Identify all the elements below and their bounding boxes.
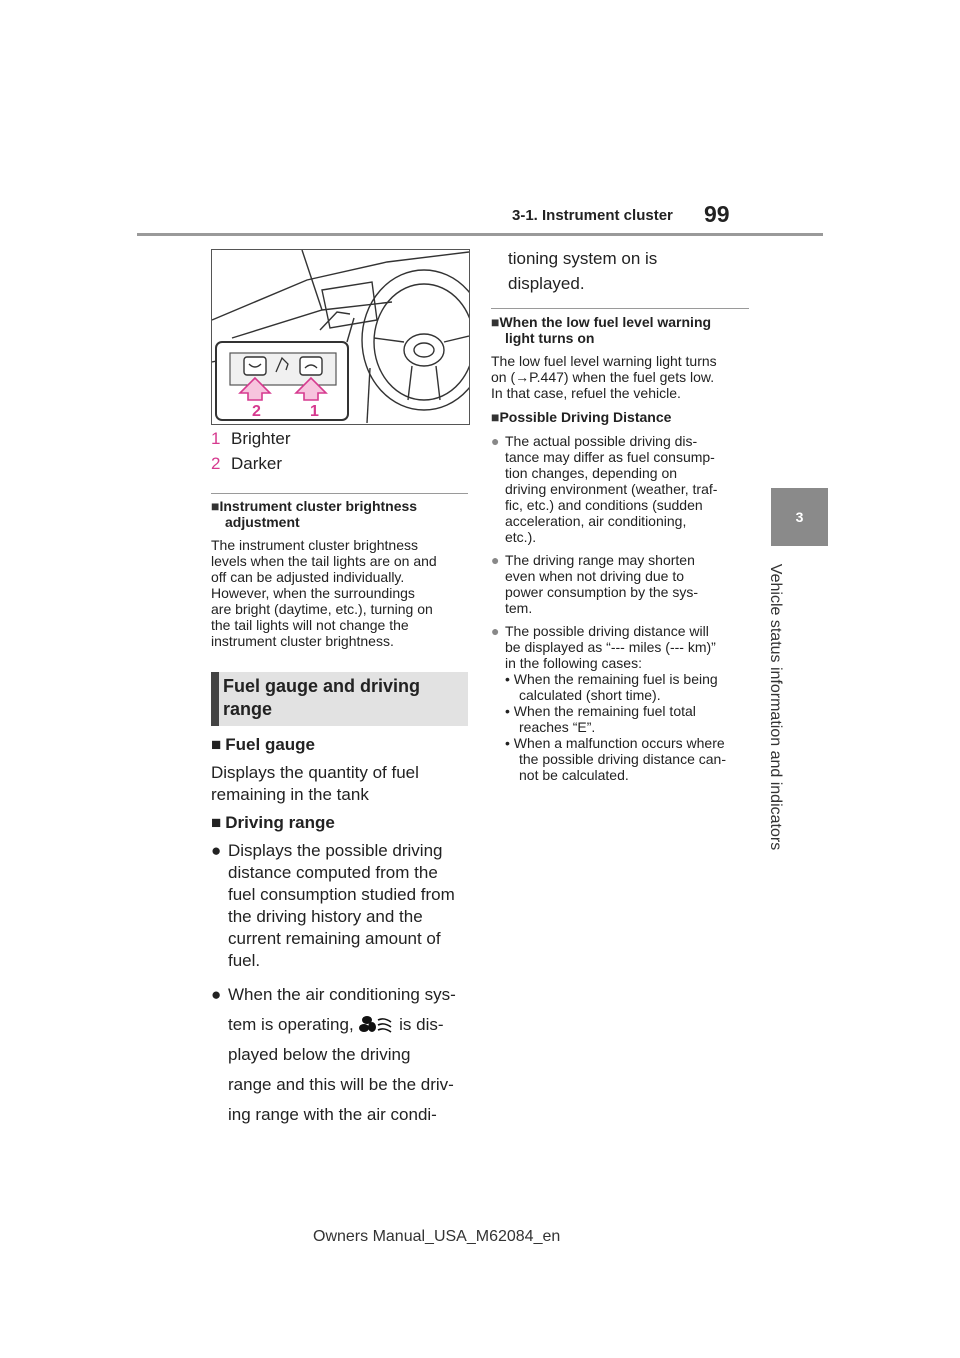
driving-range-item-2-continued: tioning system on is displayed. bbox=[508, 249, 658, 293]
dashboard-illustration bbox=[211, 249, 470, 425]
chapter-number: 3 bbox=[795, 509, 804, 525]
dashboard-drawing bbox=[212, 250, 469, 424]
driving-range-heading: ■ Driving range bbox=[211, 813, 335, 832]
possible-distance-bullet-2: ● The driving range may shorten even when not driving due to power consumption by the sys- tem. bbox=[491, 552, 698, 616]
driving-range-item-1: ● Displays the possible driving distance computed from the fuel consumption studied from the driving history and the current remaining amount of fuel. bbox=[211, 841, 455, 970]
callout-2: 2 bbox=[252, 403, 261, 420]
legend-label: Darker bbox=[231, 454, 283, 473]
legend-number: 1 bbox=[211, 429, 221, 448]
section-title: 3-1. Instrument cluster bbox=[512, 207, 673, 224]
fuel-gauge-heading: ■ Fuel gauge bbox=[211, 735, 316, 754]
callout-1: 1 bbox=[310, 403, 319, 420]
driving-range-item-2: ● When the air conditioning sys- tem is operating, is dis- played below the driving range and this will be the driv- ing range with the air condi- bbox=[211, 985, 456, 1124]
legend-number: 2 bbox=[211, 454, 221, 473]
chapter-label bbox=[757, 553, 793, 861]
fuel-section-title: Fuel gauge and driving range bbox=[223, 676, 421, 719]
legend-label: Brighter bbox=[231, 429, 291, 448]
header-rule bbox=[137, 233, 823, 236]
case-item: • When a malfunction occurs where the possible driving distance can- not be calculated. bbox=[505, 735, 727, 783]
low-fuel-text: The low fuel level warning light turns on (→P.447) when the fuel gets low. In that case, refuel the vehicle. bbox=[491, 353, 717, 401]
possible-distance-heading: ■Possible Driving Distance bbox=[491, 409, 672, 425]
case-item: • When the remaining fuel total reaches “E”. bbox=[505, 703, 696, 735]
section-divider bbox=[491, 308, 749, 309]
chapter-label-text: Vehicle status information and indicators bbox=[767, 563, 784, 851]
page-number: 99 bbox=[704, 201, 730, 227]
footer-document-id: Owners Manual_USA_M62084_en bbox=[313, 1228, 561, 1245]
fuel-gauge-text: Displays the quantity of fuel remaining in the tank bbox=[211, 763, 419, 804]
case-item: • When the remaining fuel is being calculated (short time). bbox=[505, 671, 718, 703]
possible-distance-bullet-3: ● The possible driving distance will be displayed as “--- miles (--- km)” in the following cases: • When the remaining fuel is being calculated (short time). • When the remaining fuel total reaches “E”. • When a malfunction occurs where the possible driving distance can- not be calculated. bbox=[491, 623, 756, 783]
chapter-tab bbox=[771, 488, 828, 546]
low-fuel-heading: ■When the low fuel level warning light turns on bbox=[491, 314, 712, 346]
fan-icon bbox=[358, 1014, 394, 1034]
section-divider bbox=[211, 493, 468, 494]
brightness-heading: ■Instrument cluster brightness adjustment bbox=[211, 498, 418, 530]
section-title-accent bbox=[211, 672, 219, 726]
reference-arrow-icon: → bbox=[515, 369, 530, 385]
possible-distance-bullet-1: ● The actual possible driving dis- tance may differ as fuel consump- tion changes, depending on driving environment (weather, traf- fic, etc.) and conditions (sudden acceleration, air conditioning, etc.). bbox=[491, 433, 718, 545]
brightness-text: The instrument cluster brightness levels when the tail lights are on and off can be adjusted individually. However, when the surroundings are bright (daytime, etc.), turning on the tail lights will not change the instrument cluster brightness. bbox=[211, 537, 437, 649]
legend-item-darker bbox=[211, 453, 282, 475]
legend-item-brighter bbox=[211, 428, 291, 450]
